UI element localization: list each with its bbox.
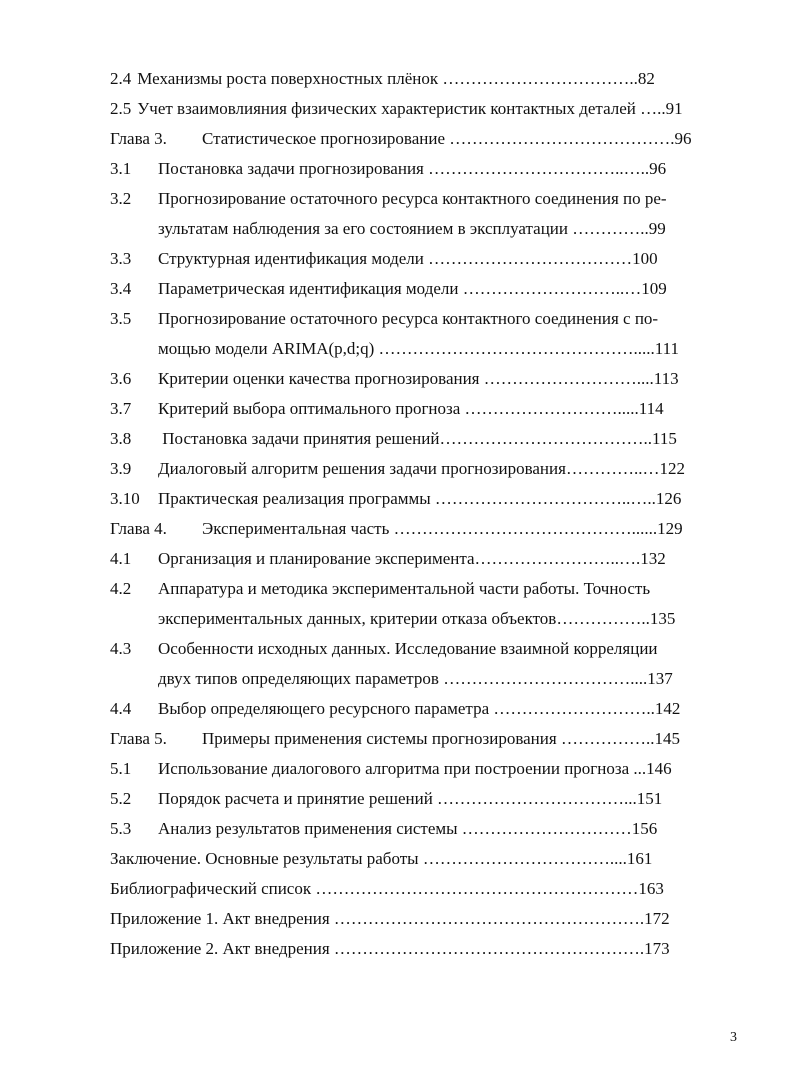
toc-number: 4.4 (110, 699, 132, 718)
toc-text: Порядок расчета и принятие решений ……………………………...151 (158, 789, 663, 808)
toc-text: Организация и планирование эксперимента……………………..….132 (158, 549, 666, 568)
toc-text: Критерии оценки качества прогнозирования ………………………....113 (158, 369, 679, 388)
toc-number: Глава 4. (110, 519, 167, 538)
toc-text: Примеры применения системы прогнозирования ……………..145 (202, 729, 680, 748)
toc-text: Заключение. Основные результаты работы ……………………………....161 (110, 849, 653, 868)
toc-number: 3.3 (110, 249, 132, 268)
toc-number: 3.4 (110, 279, 132, 298)
toc-entry-continuation (110, 214, 740, 244)
toc-text: Библиографический список …………………………………………………163 (110, 879, 664, 898)
toc-text: Прогнозирование остаточного ресурса контактного соединения с по- (158, 309, 659, 328)
toc-number: Глава 5. (110, 729, 167, 748)
toc-number: Глава 3. (110, 129, 167, 148)
toc-text: мощью модели ARIMA(p,d;q) ……………………………………….....111 (158, 339, 680, 358)
toc-text: Постановка задачи принятия решений………………………………..115 (158, 429, 677, 448)
toc-entry (110, 814, 740, 844)
toc-number: 3.2 (110, 189, 132, 208)
toc-entry (110, 244, 740, 274)
toc-entry (110, 364, 740, 394)
page-number: 3 (730, 1030, 737, 1045)
toc-text: Структурная идентификация модели ………………………………100 (158, 249, 658, 268)
toc-number: 4.3 (110, 639, 132, 658)
toc-text: Экспериментальная часть ……………………………………......129 (202, 519, 683, 538)
toc-entry-continuation (110, 604, 740, 634)
toc-text: Параметрическая идентификация модели ………………………..…109 (158, 279, 667, 298)
toc-number: 3.5 (110, 309, 132, 328)
toc-text: Критерий выбора оптимального прогноза ……………………….....114 (158, 399, 664, 418)
toc-entry (110, 484, 740, 514)
toc-entry (110, 154, 740, 184)
toc-entry (110, 454, 740, 484)
toc-text: Статистическое прогнозирование ………………………………….96 (202, 129, 692, 148)
toc-text: Выбор определяющего ресурсного параметра ………………………..142 (158, 699, 681, 718)
toc-entry-unnumbered (110, 874, 740, 904)
toc-entry-chapter (110, 514, 740, 544)
toc-entry (110, 424, 740, 454)
toc-entry-chapter (110, 724, 740, 754)
toc-text: Постановка задачи прогнозирования ……………………………..…..96 (158, 159, 667, 178)
toc-entry (110, 634, 740, 664)
toc-entry (110, 754, 740, 784)
toc-entry-unnumbered (110, 904, 740, 934)
toc-text: зультатам наблюдения за его состоянием в эксплуатации …………..99 (158, 219, 666, 238)
toc-entry (110, 94, 740, 124)
toc-entry (110, 304, 740, 334)
toc-number: 5.1 (110, 759, 132, 778)
table-of-contents (110, 64, 740, 964)
toc-entry-unnumbered (110, 934, 740, 964)
toc-number: 3.1 (110, 159, 132, 178)
toc-text: Приложение 1. Акт внедрения ……………………………………………….172 (110, 909, 670, 928)
toc-text: Учет взаимовлияния физических характеристик контактных деталей …..91 (137, 99, 683, 118)
toc-entry-unnumbered (110, 844, 740, 874)
toc-entry (110, 64, 740, 94)
toc-entry-chapter (110, 124, 740, 154)
toc-text: Приложение 2. Акт внедрения ……………………………………………….173 (110, 939, 670, 958)
toc-text: Практическая реализация программы ……………………………..…..126 (158, 489, 682, 508)
toc-number: 4.1 (110, 549, 132, 568)
toc-entry-continuation (110, 664, 740, 694)
toc-number: 5.2 (110, 789, 132, 808)
toc-number: 3.10 (110, 489, 140, 508)
toc-number: 4.2 (110, 579, 132, 598)
toc-text: Аппаратура и методика экспериментальной части работы. Точность (158, 579, 651, 598)
toc-number: 3.6 (110, 369, 132, 388)
toc-text: экспериментальных данных, критерии отказа объектов……………..135 (158, 609, 676, 628)
toc-text: Использование диалогового алгоритма при построении прогноза ...146 (158, 759, 672, 778)
toc-entry (110, 274, 740, 304)
toc-entry-continuation (110, 334, 740, 364)
toc-text: Анализ результатов применения системы …………………………156 (158, 819, 658, 838)
toc-text: Особенности исходных данных. Исследование взаимной корреляции (158, 639, 658, 658)
toc-text: двух типов определяющих параметров ……………………………....137 (158, 669, 673, 688)
toc-entry (110, 184, 740, 214)
toc-number: 3.7 (110, 399, 132, 418)
toc-entry (110, 544, 740, 574)
toc-number: 3.8 (110, 429, 132, 448)
toc-entry (110, 694, 740, 724)
toc-number: 5.3 (110, 819, 132, 838)
toc-number: 2.5 (110, 99, 132, 118)
toc-entry (110, 784, 740, 814)
toc-text: Диалоговый алгоритм решения задачи прогнозирования…………..…122 (158, 459, 685, 478)
toc-number: 3.9 (110, 459, 132, 478)
toc-entry (110, 394, 740, 424)
toc-text: Механизмы роста поверхностных плёнок ……………………………..82 (137, 69, 655, 88)
toc-number: 2.4 (110, 69, 132, 88)
toc-entry (110, 574, 740, 604)
toc-text: Прогнозирование остаточного ресурса контактного соединения по ре- (158, 189, 667, 208)
